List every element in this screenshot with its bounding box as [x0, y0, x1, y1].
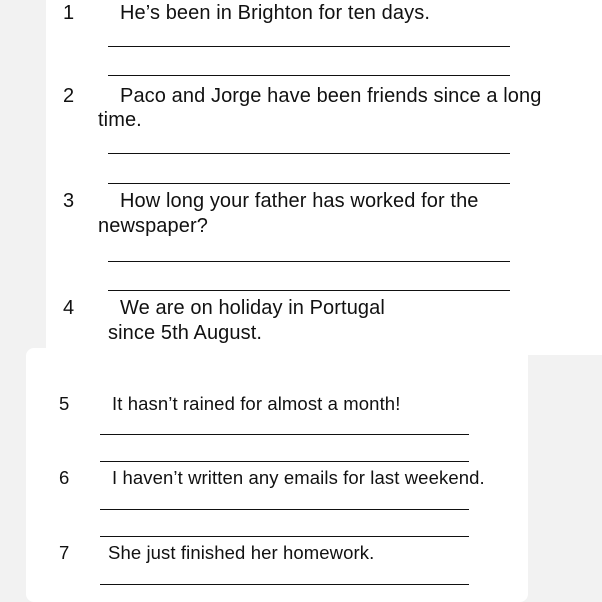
item-5-answer-line [100, 434, 469, 435]
item-5-sentence: It hasn’t rained for almost a month! [112, 393, 401, 414]
item-3-sentence: How long your father has worked for the [120, 190, 479, 212]
item-3-answer-line [108, 261, 510, 262]
item-2-sentence: Paco and Jorge have been friends since a long [120, 85, 542, 107]
item-1-number: 1 [63, 2, 75, 24]
item-6-number: 6 [59, 467, 70, 488]
item-2-sentence-continued: time. [98, 109, 142, 131]
item-6-answer-line [100, 509, 469, 510]
item-5-number: 5 [59, 393, 70, 414]
item-3-answer-line [108, 290, 510, 291]
item-4-sentence-continued: since 5th August. [108, 322, 263, 344]
item-4-sentence: We are on holiday in Portugal [120, 297, 385, 319]
item-2-answer-line [108, 183, 510, 184]
item-1-sentence: He’s been in Brighton for ten days. [120, 2, 430, 24]
item-4-number: 4 [63, 297, 75, 319]
item-2-answer-line [108, 153, 510, 154]
item-7-number: 7 [59, 542, 70, 563]
item-5-answer-line [100, 461, 469, 462]
item-6-sentence: I haven’t written any emails for last weekend. [112, 467, 485, 488]
item-3-number: 3 [63, 190, 75, 212]
item-2-number: 2 [63, 85, 75, 107]
item-7-sentence: She just finished her homework. [108, 542, 375, 563]
item-6-answer-line [100, 536, 469, 537]
item-3-sentence-continued: newspaper? [98, 215, 208, 237]
item-1-answer-line [108, 46, 510, 47]
item-7-answer-line [100, 584, 469, 585]
item-1-answer-line [108, 75, 510, 76]
